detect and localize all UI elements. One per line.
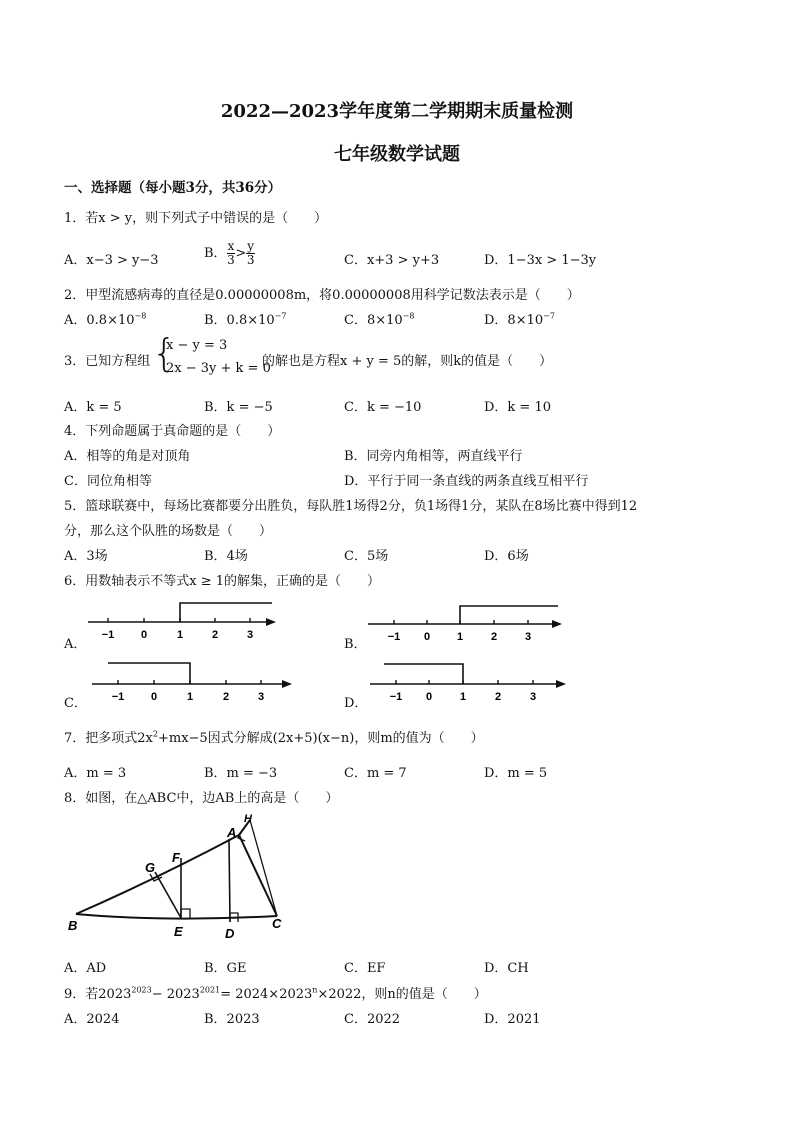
q3-stem-suffix: 的解也是方程x + y = 5的解，则k的值是（ ） xyxy=(262,354,553,369)
q4-option-c: C．同位角相等 xyxy=(64,474,152,489)
q6-numberline-a xyxy=(88,598,278,644)
section-heading: 一、选择题（每小题3分，共36分） xyxy=(64,180,282,196)
tick-label: 3 xyxy=(246,629,254,641)
q5-option-d: D．6场 xyxy=(484,549,529,564)
tick-label: −1 xyxy=(387,631,401,643)
q2-option-c: C．$8\times 10^{-8}$ xyxy=(344,311,415,328)
point-label-e: E xyxy=(174,924,183,939)
q4-option-d: D．平行于同一条直线的两条直线互相平行 xyxy=(344,474,589,489)
tick-label: 1 xyxy=(176,629,184,641)
right-angle-h xyxy=(238,831,245,841)
q8-triangle-figure xyxy=(64,810,294,950)
q8-option-b: B．GE xyxy=(204,961,247,976)
q5-option-c: C．5场 xyxy=(344,549,389,564)
q9-option-a: A．2024 xyxy=(64,1012,120,1027)
q3-stem-prefix: 3．已知方程组 xyxy=(64,354,151,369)
right-angle-e xyxy=(181,909,190,918)
q7-stem: 7．把多项式$2x^2+mx-5$因式分解成(2x+5)(x−n)，则m的值为（ ） xyxy=(64,729,484,746)
q7-option-a: A．m = 3 xyxy=(64,766,127,781)
q5-stem-line2: 分，那么这个队胜的场数是（ ） xyxy=(64,524,273,539)
q2-option-b: B．$0.8\times 10^{-7}$ xyxy=(204,311,287,328)
tick-label: −1 xyxy=(389,691,403,703)
side-ab xyxy=(76,835,239,914)
q4-option-b: B．同旁内角相等，两直线平行 xyxy=(344,449,523,464)
tick-label: 3 xyxy=(529,691,537,703)
q9-stem: 9．若$2023^{2023}- 2023^{2021}= 2024\times 2023^n\times 2022$，则n的值是（ ） xyxy=(64,985,487,1002)
q3-option-d: D．k = 10 xyxy=(484,400,551,415)
q2-stem: 2．甲型流感病毒的直径是0.00000008m，将0.00000008用科学记数法表示是（ ） xyxy=(64,288,580,303)
q7-option-b: B．m = −3 xyxy=(204,766,278,781)
q4-stem: 4．下列命题属于真命题的是（ ） xyxy=(64,424,281,439)
q5-option-b: B．4场 xyxy=(204,549,248,564)
tick-label: 0 xyxy=(423,631,431,643)
side-bc xyxy=(76,914,277,919)
q8-option-c: C．EF xyxy=(344,961,386,976)
tick-label: 3 xyxy=(257,691,265,703)
q2-option-d: D．$8\times 10^{-7}$ xyxy=(484,311,555,328)
q6-numberline-d xyxy=(370,660,570,706)
point-label-f: F xyxy=(172,850,180,865)
tick-label: 0 xyxy=(425,691,433,703)
q6-numberline-b xyxy=(368,600,566,646)
point-label-a: A xyxy=(227,825,237,840)
tick-label: −1 xyxy=(111,691,125,703)
q8-option-a: A．AD xyxy=(64,961,107,976)
q1-option-c: C．x+3 > y+3 xyxy=(344,253,440,268)
tick-label: 2 xyxy=(222,691,230,703)
tick-label: 3 xyxy=(524,631,532,643)
q6-option-c-label: C． xyxy=(64,696,87,711)
q8-stem: 8．如图，在△ABC中，边AB上的高是（ ） xyxy=(64,791,339,806)
tick-label: 1 xyxy=(456,631,464,643)
q1-option-d: D．1−3x > 1−3y xyxy=(484,253,597,268)
q3-option-b: B．k = −5 xyxy=(204,400,273,415)
q9-option-c: C．2022 xyxy=(344,1012,401,1027)
q1-option-a: A．x−3 > y−3 xyxy=(64,253,159,268)
point-label-c: C xyxy=(272,916,282,931)
q3-equation-1: x − y = 3 xyxy=(166,338,228,353)
q7-option-d: D．m = 5 xyxy=(484,766,548,781)
tick-label: 0 xyxy=(150,691,158,703)
tick-label: 2 xyxy=(494,691,502,703)
point-label-b: B xyxy=(68,918,78,933)
q1-stem: 1．若x > y，则下列式子中错误的是（ ） xyxy=(64,211,328,226)
q9-option-d: D．2021 xyxy=(484,1012,541,1027)
tick-labels xyxy=(102,629,253,641)
q5-stem-line1: 5．篮球联赛中，每场比赛都要分出胜负，每队胜1场得2分，负1场得1分，某队在8场比赛中得到12 xyxy=(64,499,638,514)
tick-label: 0 xyxy=(140,629,148,641)
tick-label: −1 xyxy=(101,629,115,641)
q3-system-brace: { xyxy=(152,331,177,375)
q8-option-d: D．CH xyxy=(484,961,529,976)
solution-bracket xyxy=(108,663,190,684)
exam-title: 2022—2023学年度第二学期期末质量检测 xyxy=(220,101,574,122)
solution-bracket xyxy=(460,606,558,624)
tick-label: 1 xyxy=(459,691,467,703)
q4-option-a: A．相等的角是对顶角 xyxy=(64,449,191,464)
q6-option-a-label: A． xyxy=(64,637,87,652)
point-label-d: D xyxy=(225,926,235,941)
q3-equation-2: 2x − 3y + k = 0 xyxy=(166,361,271,376)
q3-option-a: A．k = 5 xyxy=(64,400,122,415)
point-label-h: H xyxy=(244,813,252,825)
q9-option-b: B．2023 xyxy=(204,1012,260,1027)
q7-option-c: C．m = 7 xyxy=(344,766,407,781)
exam-subtitle: 七年级数学试题 xyxy=(334,144,460,165)
q2-option-a: A．$0.8\times 10^{-8}$ xyxy=(64,311,147,328)
point-label-g: G xyxy=(145,860,156,875)
q5-option-a: A．3场 xyxy=(64,549,108,564)
q6-option-d-label: D． xyxy=(344,696,368,711)
q6-numberline-c xyxy=(92,660,296,706)
q6-stem: 6．用数轴表示不等式x ≥ 1的解集，正确的是（ ） xyxy=(64,574,381,589)
tick-label: 2 xyxy=(490,631,498,643)
tick-label: 2 xyxy=(211,629,219,641)
segment-ad xyxy=(229,839,230,922)
q1-option-b: B． $\frac{x}{3}$ > $\frac{y}{3}$ xyxy=(204,239,255,267)
q6-option-b-label: B． xyxy=(344,637,367,652)
solution-bracket xyxy=(180,603,272,622)
tick-label: 1 xyxy=(186,691,194,703)
q3-option-c: C．k = −10 xyxy=(344,400,422,415)
